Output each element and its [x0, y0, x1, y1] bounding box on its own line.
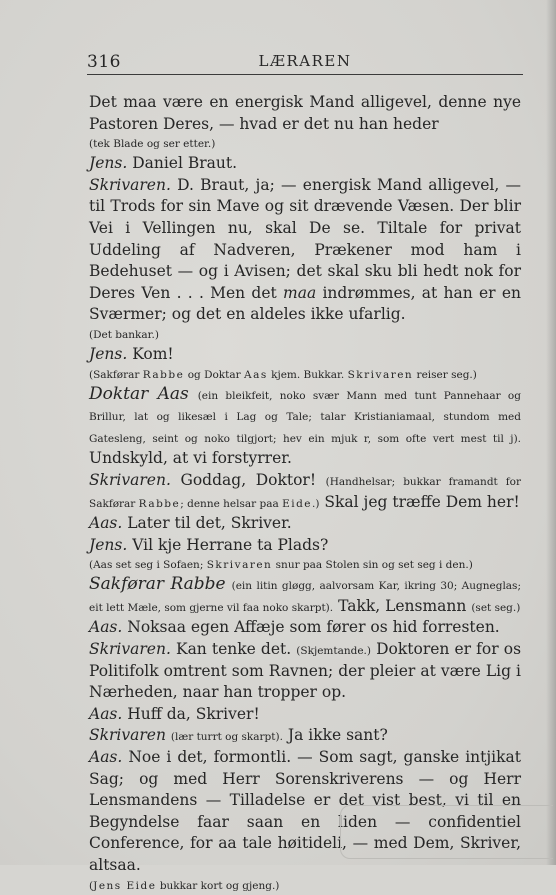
speech-line: Jens. Vil kje Herrane ta Plads?: [89, 535, 329, 554]
running-title: LÆRAREN: [258, 52, 352, 70]
speech-line: Aas. Huff da, Skriver!: [89, 704, 260, 723]
stage-direction: (set seg.): [471, 601, 521, 614]
stage-direction: (ein litin gløgg, aalvorsam Kar, ikring 30; Augneglas; eit lett Mæle, som gjerne vil faa noko skarpt).: [89, 580, 521, 614]
speaker: Skrivaren.: [89, 175, 171, 194]
emphasis: maa: [283, 283, 317, 302]
stage-direction: (Jens Eide bukkar kort og gjeng.): [89, 879, 280, 892]
speech-line: Skrivaren. Goddag, Doktor! (Handhelsar; bukkar framandt for Sakførar Rabbe; denne helsar paa Eide.) Skal jeg træffe Dem her!: [89, 470, 521, 511]
speaker: Doktar Aas: [89, 383, 189, 404]
speaker: Skrivaren.: [89, 640, 171, 659]
speech-line: Aas. Later til det, Skriver.: [89, 514, 292, 533]
play-text: [89, 92, 521, 895]
stage-direction: (Skjemtande.): [296, 645, 371, 658]
speaker: Skrivaren.: [89, 470, 171, 489]
speaker: Aas.: [89, 748, 123, 767]
page-number: 316: [87, 52, 121, 72]
stage-direction: (Handhelsar; bukkar framandt for Sakførar Rabbe; denne helsar paa Eide.): [89, 475, 521, 510]
speaker: Aas.: [89, 704, 123, 723]
page-header: [87, 52, 523, 74]
speech-line: Jens. Kom!: [89, 344, 174, 363]
speaker: Skrivaren: [89, 726, 166, 745]
speech-line: Skrivaren. Kan tenke det. (Skjemtande.) Doktoren er for os Politifolk omtrent som Ravnen; der pleier at være Lig i Nærheden, naar han tropper op.: [89, 640, 522, 702]
speech-line: Jens. Daniel Braut.: [89, 154, 238, 173]
speech-line: Skrivaren. D. Braut, ja; — energisk Mand alligevel, — til Trods for sin Mave og sit drævende Væsen. Der blir Vei i Vellingen nu, skal De se. Tiltale for privat Uddeling af Nadveren, Prækener mod ham i Bedehuset — og i Avisen; det skal sku bli hedt nok for Deres Ven . . . Men det maa indrømmes, at han er en Sværmer; og det en aldeles ikke ufarlig.: [89, 175, 521, 324]
stage-direction: (ein bleikfeit, noko svær Mann med tunt Pannehaar og Brillur, lat og likesæl i Lag og Tale; talar Kristianiamaal, stundom med Gatesleng, seint og noko tilgjort; hev ein mjuk r, som ofte vert mest til j).: [89, 389, 521, 445]
page-edge-shadow: [546, 0, 556, 865]
speech-line: Aas. Noe i det, formontli. — Som sagt, ganske intjikat Sag; og med Herr Sorenskriverens — og Herr Lensmandens — Tilladelse er det vist best, vi til en Begyndelse faar saan en liden — confidentiel Conference, for aa tale høitideli, — med Dem, Skriver, altsaa.: [89, 748, 521, 874]
speech-line: Det maa være en energisk Mand alligevel, denne nye Pastoren Deres, — hvad er det nu han heder: [89, 93, 521, 133]
speech-line: Aas. Noksaa egen Affæje som fører os hid forresten.: [89, 618, 500, 637]
speech-line: Skrivaren (lær turrt og skarpt). Ja ikke sant?: [89, 726, 388, 745]
header-rule: [87, 74, 523, 75]
stage-direction: (tek Blade og ser etter.): [89, 138, 216, 151]
speech-line: Sakførar Rabbe (ein litin gløgg, aalvorsam Kar, ikring 30; Augneglas; eit lett Mæle, som gjerne vil faa noko skarpt). Takk, Lensmann (set seg.): [89, 574, 521, 615]
stage-direction: (Sakførar Rabbe og Doktar Aas kjem. Bukkar. Skrivaren reiser seg.): [89, 368, 477, 381]
faint-stamp-outline: [340, 805, 553, 859]
speaker: Aas.: [89, 514, 123, 533]
speaker: Jens.: [89, 154, 128, 173]
speaker: Jens.: [89, 535, 128, 554]
speech-line: Doktar Aas (ein bleikfeit, noko svær Mann med tunt Pannehaar og Brillur, lat og likesæl i Lag og Tale; talar Kristianiamaal, stundom med Gatesleng, seint og noko tilgjort; hev ein mjuk r, som ofte vert mest til j). Undskyld, at vi forstyrrer.: [89, 383, 521, 468]
stage-direction: (Aas set seg i Sofaen; Skrivaren snur paa Stolen sin og set seg i den.): [89, 559, 473, 572]
stage-direction: (lær turrt og skarpt).: [170, 731, 283, 744]
speaker: Jens.: [89, 344, 128, 363]
speaker: Sakførar Rabbe: [89, 574, 226, 595]
stage-direction: (Det bankar.): [89, 328, 159, 341]
speaker: Aas.: [89, 618, 123, 637]
